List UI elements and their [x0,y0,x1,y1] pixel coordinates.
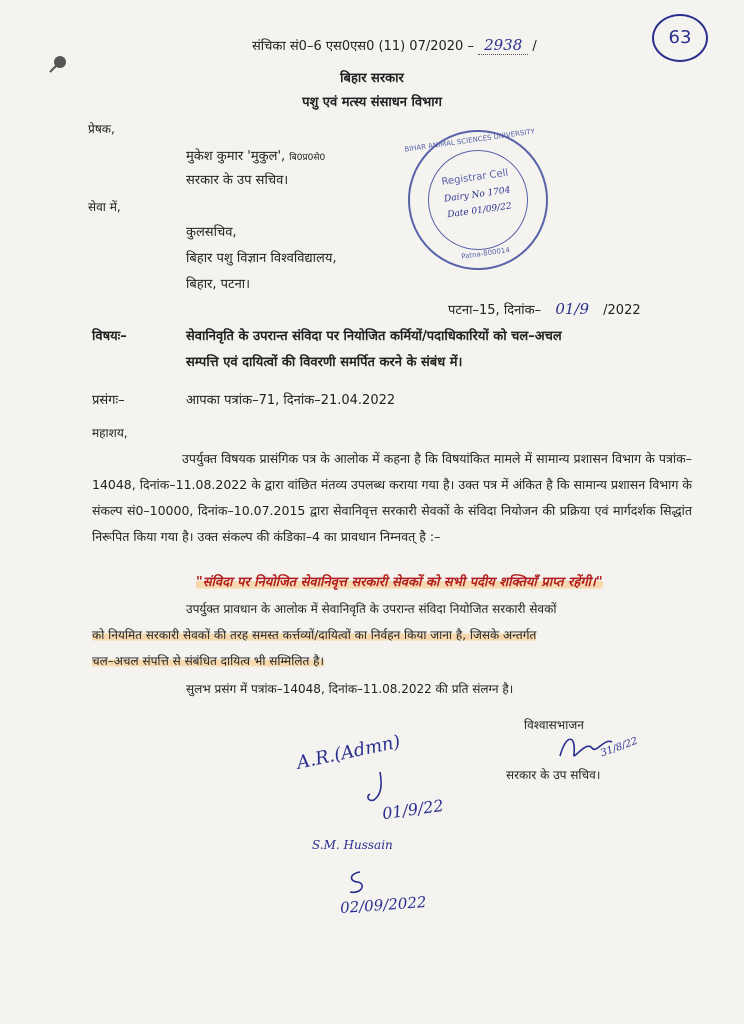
place-date-handwritten: 01/9 [555,300,589,318]
file-reference [252,36,537,54]
stamp-line-2: Dairy No 1704 [443,185,512,205]
body-paragraph-2-line-1: उपर्युक्त प्रावधान के आलोक में सेवानिवृति के उपरान्त संविदा नियोजित सरकारी सेवकों [186,602,557,616]
provision-quote [196,572,603,590]
sender-label: प्रेषक, [88,122,115,136]
place-date-prefix: पटना–15, दिनांक– [448,303,542,318]
annotation-ar-admn: A.R.(Admn) [294,731,403,774]
reference-label: प्रसंगः– [92,393,125,408]
recipient-line-2: बिहार पशु विज्ञान विश्वविद्यालय, [186,251,337,266]
stamp-ring-text: BIHAR ANIMAL SCIENCES UNIVERSITY [403,127,536,154]
government-name: बिहार सरकार [340,71,404,86]
closing-designation: सरकार के उप सचिव। [506,768,601,782]
subject-label: विषयः– [92,329,127,344]
annotation-ar-date: 01/9/22 [380,795,445,824]
reference-text: आपका पत्रांक–71, दिनांक–21.04.2022 [186,393,396,408]
valediction: विश्वासभाजन [524,718,584,732]
body-paragraph-3: सुलभ प्रसंग में पत्रांक–14048, दिनांक–11.08.2022 की प्रति संलग्न है। [186,682,514,696]
place-date [448,300,641,318]
salutation: महाशय, [92,426,128,440]
body-paragraph-2-line-2 [92,626,536,643]
body-paragraph-2-line-3 [92,652,324,669]
recipient-line-3: बिहार, पटना। [186,277,251,292]
annotation-second-initial [344,868,368,898]
department-name: पशु एवं मत्स्य संसाधन विभाग [302,95,442,110]
sender-designation: सरकार के उप सचिव। [186,173,289,188]
page-number: 63 [652,14,708,62]
recipient-label: सेवा में, [88,200,121,214]
stamp-bottom-text: Patna-800014 [460,246,511,261]
signature-scribble [556,728,616,764]
provision-quote-text: "संविदा पर नियोजित सेवानिवृत्त सरकारी सेवकों को सभी पदीय शक्तियाँ प्राप्त रहेंगी।" [196,575,603,590]
body-paragraph-1: उपर्युक्त विषयक प्रासंगिक पत्र के आलोक में कहना है कि विषयांकित मामले में सामान्य प्रशासन विभाग के पत्रांक–14048, दिनांक–11.08.2022 के द्वारा वांछित मंतव्य उपलब्ध कराया गया है। उक्त पत्र में अंकित है कि सामान्य प्रशासन विभाग के संकल्प सं0–10000, दिनांक–10.07.2015 द्वारा सेवानिवृत्त सरकारी सेवकों के संविदा नियोजन की प्रक्रिया एवं मार्गदर्शक सिद्धांत निरूपित किया गया है। उक्त संकल्प की कंडिका–4 का प्रावधान निम्नवत् है :– [92,451,692,544]
place-date-year: /2022 [603,303,641,318]
sender-name-text: मुकेश कुमार 'मुकुल', [186,149,286,164]
body-paragraph-2-line-2-text: को नियमित सरकारी सेवकों की तरह समस्त कर्त्तव्यों/दायित्वों का निर्वहन किया जाना है, जिसके अन्तर्गत [92,628,537,642]
annotation-initial-scribble [362,770,392,804]
university-stamp [399,121,557,279]
annotation-sm-hussain: S.M. Hussain [312,838,393,852]
file-reference-text: संचिका सं0–6 एस0एस0 (11) 07/2020 – [252,39,474,54]
body-paragraph-2-line-3-text: चल–अचल संपत्ति से संबंधित दायित्व भी सम्मिलित है। [92,654,325,668]
file-reference-suffix: / [532,39,537,54]
annotation-second-date: 02/09/2022 [339,893,427,917]
file-reference-number: 2938 [478,36,528,55]
subject-line-2: सम्पत्ति एवं दायित्वों की विवरणी समर्पित करने के संबंध में। [186,355,463,370]
stamp-line-3: Date 01/09/22 [446,201,513,221]
stamp-line-1: Registrar Cell [440,167,509,188]
signature-date: 31/8/22 [599,735,640,760]
sender-name [186,146,325,164]
sender-service: बि0प्र0से0 [289,153,326,163]
recipient-line-1: कुलसचिव, [186,225,237,240]
subject-line-1: सेवानिवृति के उपरान्त संविदा पर नियोजित कर्मियों/पदाधिकारियों को चल–अचल [186,329,562,344]
